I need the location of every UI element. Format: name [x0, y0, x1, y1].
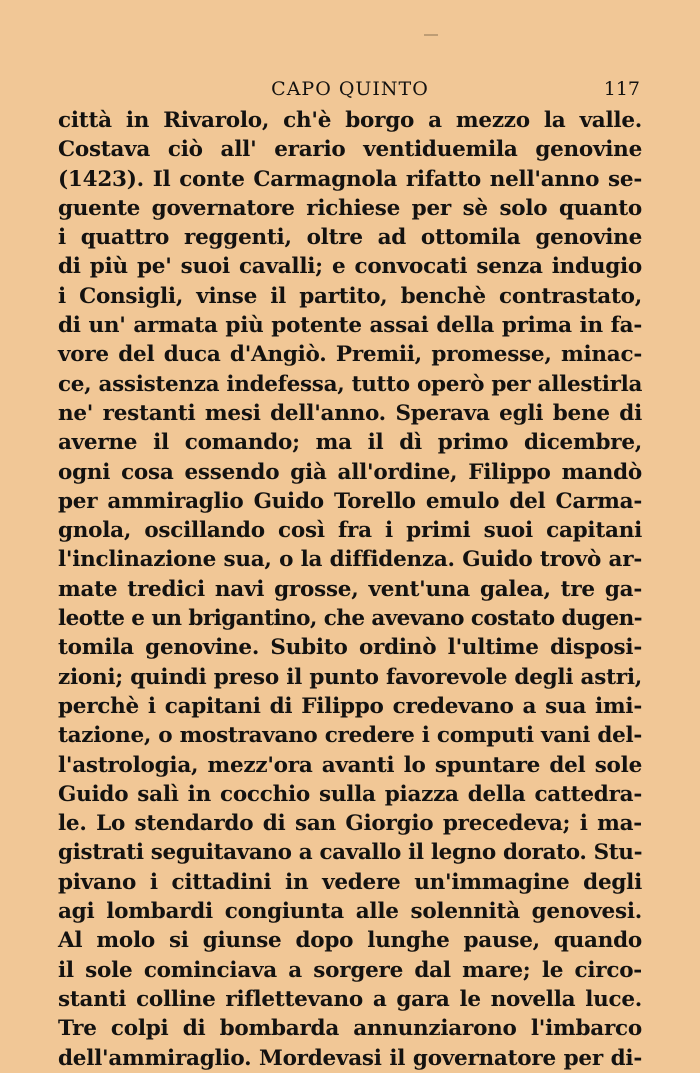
text-line: leotte e un brigantino, che avevano costato dugen- [58, 606, 642, 632]
running-title: CAPO QUINTO [271, 78, 429, 100]
text-line: per ammiraglio Guido Torello emulo del Carma- [58, 488, 642, 514]
text-line: ne' restanti mesi dell'anno. Sperava egli bene di [58, 400, 642, 426]
text-line: il sole cominciava a sorgere dal mare; le circo- [58, 957, 642, 983]
text-line: perchè i capitani di Filippo credevano a sua imi- [58, 693, 642, 719]
text-line: vore del duca d'Angiò. Premii, promesse, minac- [58, 342, 642, 368]
text-line: di un' armata più potente assai della prima in fa- [58, 313, 642, 339]
text-line: Costava ciò all' erario ventiduemila genovine [58, 137, 642, 163]
text-line: (1423). Il conte Carmagnola rifatto nell'anno se- [58, 166, 642, 192]
text-line: agi lombardi congiunta alle solennità genovesi. [58, 899, 642, 925]
text-line: tazione, o mostravano credere i computi vani del- [58, 723, 642, 749]
text-line: Al molo si giunse dopo lunghe pause, quando [58, 928, 642, 954]
running-head [58, 76, 642, 102]
text-line: guente governatore richiese per sè solo quanto [58, 195, 642, 221]
scan-speck [424, 34, 438, 36]
text-line: dell'ammiraglio. Mordevasi il governatore per di- [58, 1045, 642, 1071]
text-line: ogni cosa essendo già all'ordine, Filippo mandò [58, 459, 642, 485]
text-line: le. Lo stendardo di san Giorgio precedeva; i ma- [58, 811, 642, 837]
text-line: tomila genovine. Subito ordinò l'ultime disposi- [58, 635, 642, 661]
text-line: gistrati seguitavano a cavallo il legno dorato. Stu- [58, 840, 643, 866]
text-line: di più pe' suoi cavalli; e convocati senza indugio [58, 254, 642, 280]
text-line: i Consigli, vinse il partito, benchè contrastato, [58, 283, 642, 309]
text-line: i quattro reggenti, oltre ad ottomila genovine [58, 225, 642, 251]
text-line: l'astrologia, mezz'ora avanti lo spuntare del sole [58, 752, 642, 778]
text-line: gnola, oscillando così fra i primi suoi capitani [58, 518, 642, 544]
text-line: averne il comando; ma il dì primo dicembre, [58, 430, 642, 456]
text-line: stanti colline riflettevano a gara le novella luce. [58, 986, 642, 1012]
text-line: ce, assistenza indefessa, tutto operò per allestirla [58, 371, 643, 397]
text-line: pivano i cittadini in vedere un'immagine degli [58, 869, 642, 895]
text-line: città in Rivarolo, ch'è borgo a mezzo la valle. [58, 108, 642, 133]
text-line: l'inclinazione sua, o la diffidenza. Guido trovò ar- [58, 547, 642, 573]
page-number: 117 [603, 78, 640, 100]
text-line: zioni; quindi preso il punto favorevole degli astri, [58, 664, 642, 690]
body-text [58, 106, 642, 1073]
text-line: mate tredici navi grosse, vent'una galea, tre ga- [58, 576, 642, 602]
text-line: Guido salì in cocchio sulla piazza della cattedra- [58, 781, 642, 807]
text-line: Tre colpi di bombarda annunziarono l'imbarco [58, 1016, 642, 1042]
